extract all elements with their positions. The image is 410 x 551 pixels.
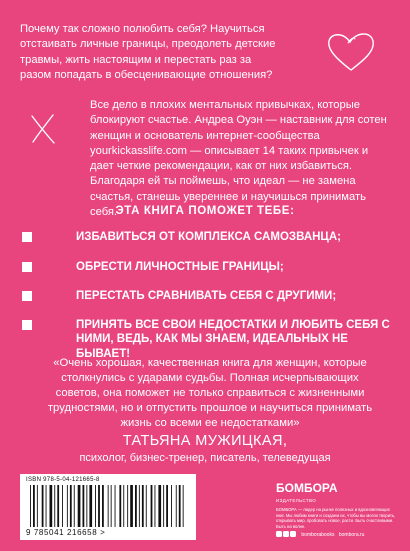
social-icon-2 [283,531,289,537]
list-item [22,318,392,362]
barcode-bar [119,485,121,527]
publisher-links [276,531,400,539]
isbn-number: ISBN 978-5-04-121665-8 [26,477,100,483]
barcode-bar [179,485,181,527]
barcode-bar [135,485,137,527]
list-item [22,260,392,275]
publisher-name: БОМБОРА [276,481,338,495]
benefit-list [22,230,392,361]
quote-author-role: психолог, бизнес-тренер, писатель, телеведущая [79,452,331,464]
square-bullet-icon [22,262,32,272]
review-quote: «Очень хорошая, качественная книга для женщин, которые столкнулись с ударами судьбы. Полная исчерпывающих советов, она поможет не только справиться с жизненными трудностями, но и отпустить прошлое и научиться принимать жизнь со всеми ее недостатками» [47,357,373,429]
publisher-subtitle: ИЗДАТЕЛЬСТВО [276,498,317,503]
barcode-bar [67,485,68,527]
barcode-bar [74,485,75,527]
description-paragraph: Все дело в плохих ментальных привычках, которые блокируют счастье. Андреа Оуэн — наставник для сотен женщин и основатель интернет-сообщества yourkickasslife.com — описывает 14 таких привычек и дает четкие рекомендации, как от них избавиться. Благодаря ей ты поймешь, что идеал — не замена счастья, станешь увереннее и научишься принимать себя. [90,99,387,219]
publisher-description: БОМБОРА — лидер на рынке полезных и вдохновляющих книг. Мы любим книги и создаем их, чтобы вы могли творить, открывать мир, пробовать новое, расти. Быть счастливыми. Быть на волне. [276,507,396,529]
barcode-bar [163,485,164,527]
barcode-bar [102,485,104,527]
barcode-bar [37,485,38,527]
publisher-logo [276,483,386,506]
barcode-bar [98,485,100,527]
barcode-bar [171,485,172,527]
social-icon-3 [290,531,296,537]
square-bullet-icon [22,291,32,301]
barcode-bar [130,485,133,527]
barcode-bar [46,485,47,527]
barcode-bar [83,485,85,527]
list-item-text: ИЗБАВИТЬСЯ ОТ КОМПЛЕКСА САМОЗВАНЦА; [76,231,341,243]
barcode-panel [20,474,196,540]
barcode-bar [142,485,144,527]
square-bullet-icon [22,320,32,330]
barcode-bar [123,485,124,527]
list-item [22,230,392,245]
barcode-bar [146,485,147,527]
social-icon-1 [276,531,282,537]
barcode-bar [50,485,53,527]
barcode-bar [62,485,63,527]
social-handle[interactable]: bomborabooks [301,532,335,538]
heart-doodle-icon [324,30,378,74]
barcode-bar [78,485,81,527]
barcode-bar [115,485,116,527]
barcode-bar [33,485,35,527]
barcode-bar [42,485,44,527]
barcode-bar [57,485,59,527]
barcode-icon [28,485,188,527]
barcode-bar [166,485,168,527]
quote-author-name: ТАТЬЯНА МУЖИЦКАЯ, [122,433,288,449]
barcode-bar [108,485,109,527]
list-item [22,289,392,304]
barcode-bar [151,485,153,527]
barcode-bar [95,485,96,527]
barcode-bar [89,485,92,527]
barcode-bar [183,485,184,527]
barcode-bar [139,485,140,527]
barcode-bar [30,485,31,527]
barcode-bar [111,485,112,527]
list-item-text: ПРИНЯТЬ ВСЕ СВОИ НЕДОСТАТКИ И ЛЮБИТЬ СЕБЯ С НИМИ, ВЕДЬ, КАК МЫ ЗНАЕМ, ИДЕАЛЬНЫХ НЕ БЫВАЕТ! [76,318,390,360]
barcode-bar [158,485,161,527]
section-title: ЭТА КНИГА ПОМОЖЕТ ТЕБЕ: [115,205,295,217]
barcode-bar [86,485,87,527]
barcode-bar [70,485,72,527]
square-bullet-icon [22,232,32,242]
cross-doodle-icon [28,112,58,146]
list-item-text: ПЕРЕСТАТЬ СРАВНИВАТЬ СЕБЯ С ДРУГИМИ; [76,290,337,302]
list-item-text: ОБРЕСТИ ЛИЧНОСТНЫЕ ГРАНИЦЫ; [76,260,284,273]
barcode-bar [54,485,55,527]
website-link[interactable]: bombora.ru [338,532,365,538]
intro-paragraph: Почему так сложно полюбить себя? Научиться отстаивать личные границы, преодолеть детские травмы, жить настоящим и перестать раз за разом попадать в обесценивающие отношения? [20,23,276,82]
barcode-digits: 9 785041 216658 > [26,528,106,537]
barcode-bar [176,485,177,527]
barcode-bar [155,485,156,527]
barcode-bar [127,485,128,527]
